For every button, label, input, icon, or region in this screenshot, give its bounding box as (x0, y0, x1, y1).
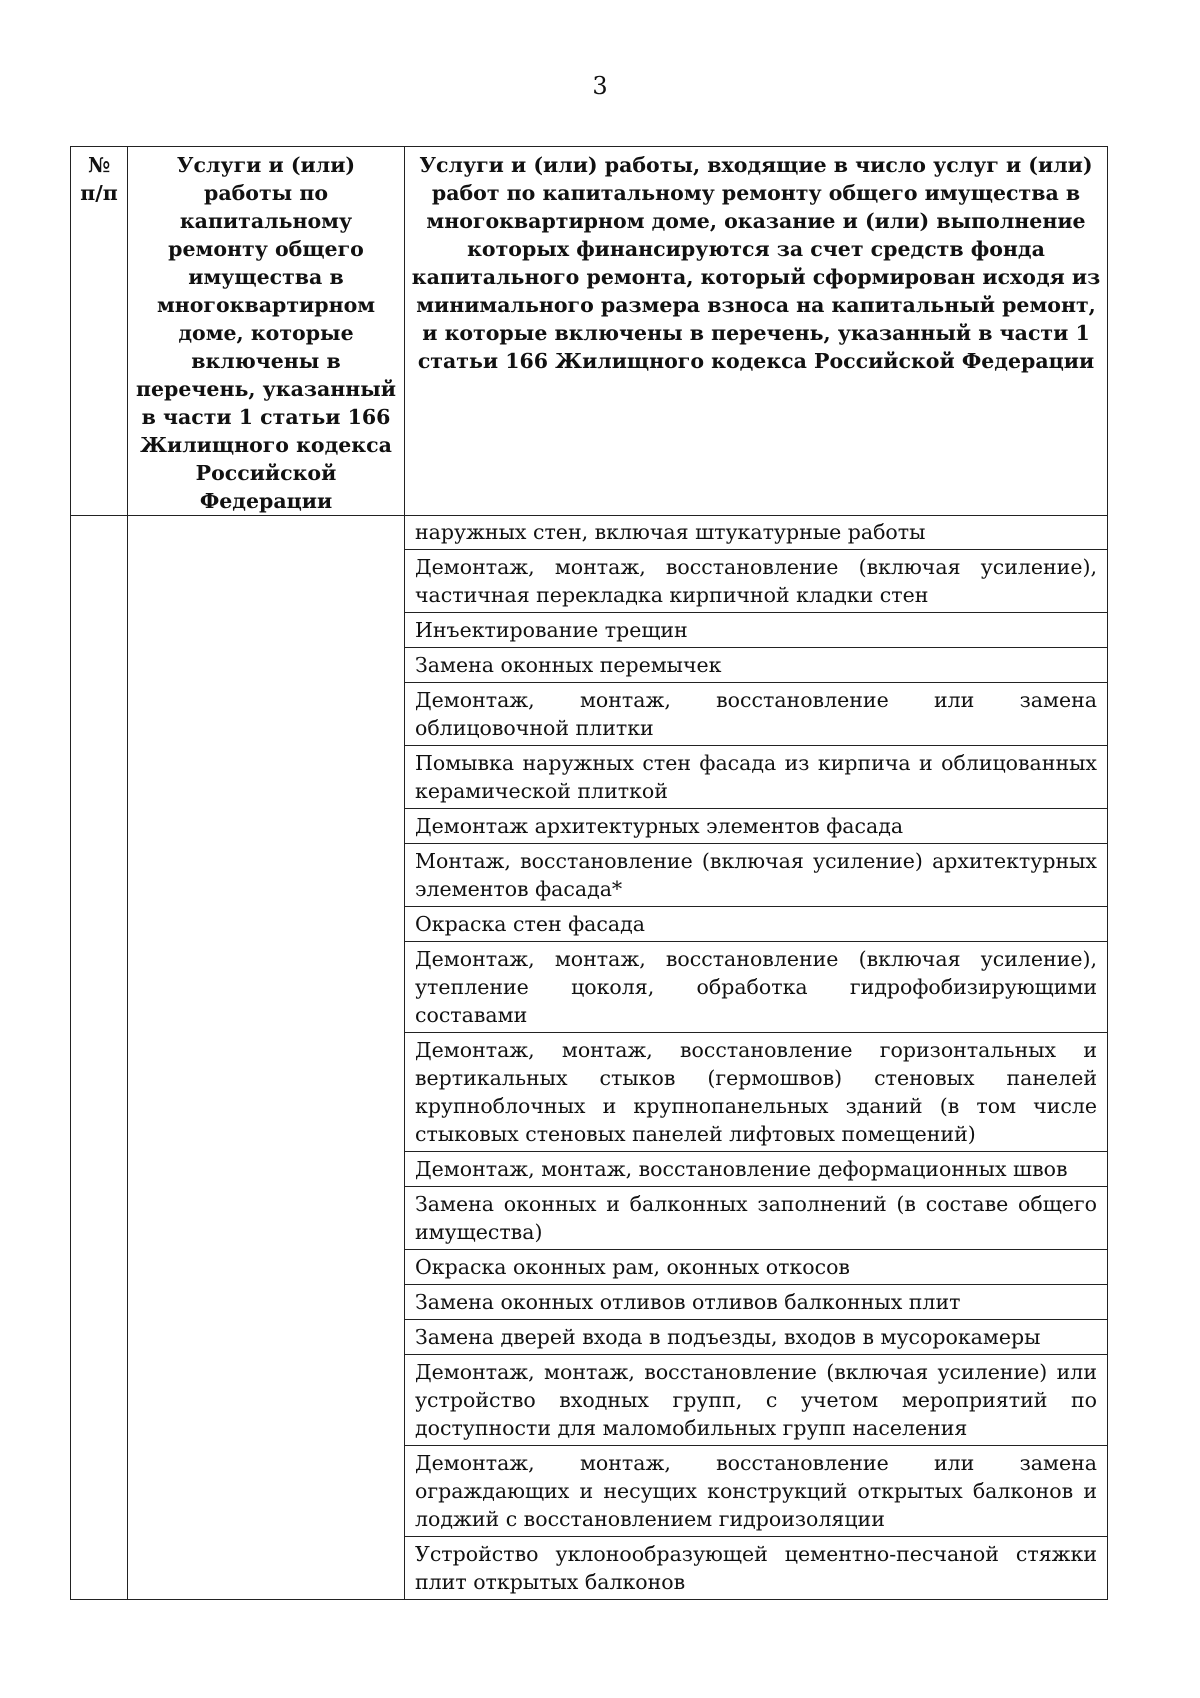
work-item: Демонтаж, монтаж, восстановление или замена облицовочной плитки (405, 682, 1107, 745)
work-item: Помывка наружных стен фасада из кирпича и облицованных керамической плиткой (405, 745, 1107, 808)
work-item: Демонтаж, монтаж, восстановление или замена ограждающих и несущих конструкций открытых балконов и лоджий с восстановлением гидроизоляции (405, 1445, 1107, 1536)
header-service: Услуги и (или) работы по капитальному ремонту общего имущества в многоквартирном доме, которые включены в перечень, указанный в части 1 статьи 166 Жилищного кодекса Российской Федерации (128, 147, 405, 516)
service-cell-empty (128, 516, 405, 1600)
work-item: Замена дверей входа в подъезды, входов в мусорокамеры (405, 1319, 1107, 1354)
work-item: Замена оконных отливов отливов балконных плит (405, 1284, 1107, 1319)
work-item: Демонтаж архитектурных элементов фасада (405, 808, 1107, 843)
work-item: Монтаж, восстановление (включая усиление) архитектурных элементов фасада* (405, 843, 1107, 906)
work-item: Демонтаж, монтаж, восстановление (включая усиление), частичная перекладка кирпичной кладки стен (405, 549, 1107, 612)
work-item: наружных стен, включая штукатурные работы (415, 520, 926, 544)
header-works: Услуги и (или) работы, входящие в число услуг и (или) работ по капитальному ремонту общего имущества в многоквартирном доме, оказание и (или) выполнение которых финансируются за счет средств фонда капитального ремонта, который сформирован исходя из минимального размера взноса на капитальный ремонт, и которые включены в перечень, указанный в части 1 статьи 166 Жилищного кодекса Российской Федерации (405, 147, 1108, 516)
number-cell-empty (71, 516, 128, 1600)
work-item: Демонтаж, монтаж, восстановление (включая усиление) или устройство входных групп, с учетом мероприятий по доступности для маломобильных групп населения (405, 1354, 1107, 1445)
table-header-row (71, 147, 1108, 516)
work-item: Демонтаж, монтаж, восстановление горизонтальных и вертикальных стыков (гермошвов) стеновых панелей крупноблочных и крупнопанельных зданий (в том числе стыковых стеновых панелей лифтовых помещений) (405, 1032, 1107, 1151)
work-item: Демонтаж, монтаж, восстановление деформационных швов (405, 1151, 1107, 1186)
work-item: Замена оконных и балконных заполнений (в составе общего имущества) (405, 1186, 1107, 1249)
work-item: Устройство уклонообразующей цементно-песчаной стяжки плит открытых балконов (405, 1536, 1107, 1599)
works-cell (405, 516, 1108, 1600)
work-item: Окраска стен фасада (405, 906, 1107, 941)
page-number: 3 (592, 72, 608, 100)
works-table (70, 146, 1108, 1600)
work-item: Замена оконных перемычек (405, 647, 1107, 682)
work-item: Инъектирование трещин (405, 612, 1107, 647)
work-item: Окраска оконных рам, оконных откосов (405, 1249, 1107, 1284)
header-number: № п/п (71, 147, 128, 516)
work-item: Демонтаж, монтаж, восстановление (включая усиление), утепление цоколя, обработка гидрофобизирующими составами (405, 941, 1107, 1032)
table-body-row (71, 516, 1108, 1600)
